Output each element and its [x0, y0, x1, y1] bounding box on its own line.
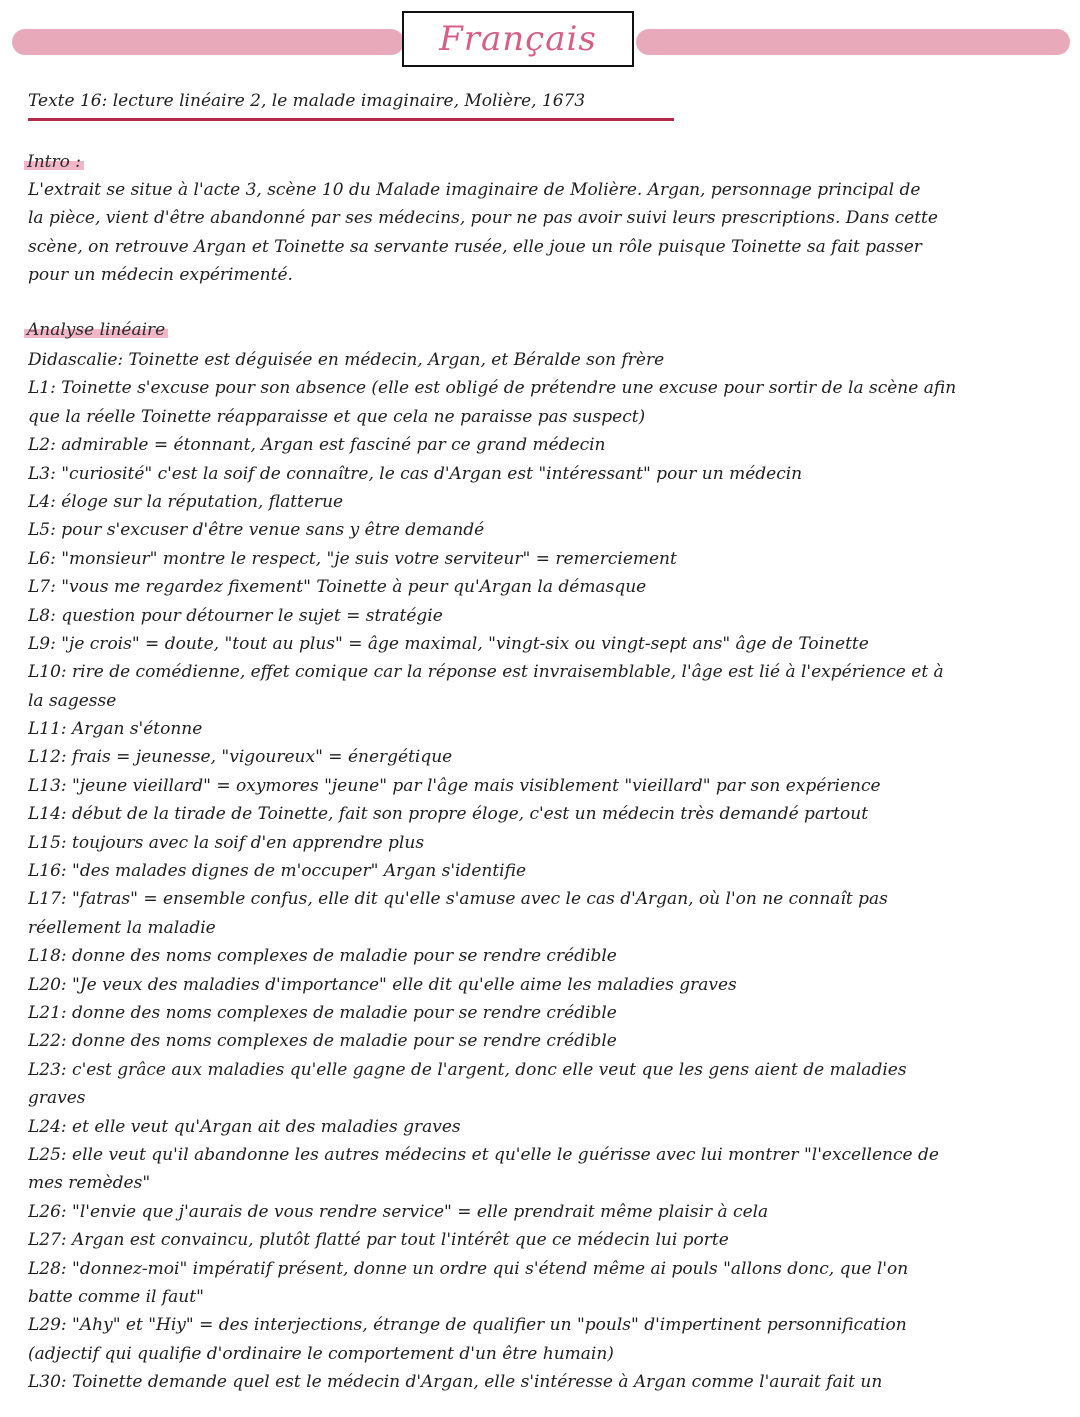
analyse-line: L9: "je crois" = doute, "tout au plus" = âge maximal, "vingt-six ou vingt-sept ans" âge de Toinette	[28, 633, 869, 654]
header-pill-right	[636, 29, 1070, 55]
intro-line: la pièce, vient d'être abandonné par ses médecins, pour ne pas avoir suivi leurs prescriptions. Dans cette	[28, 208, 938, 229]
analyse-line: L4: éloge sur la réputation, flatterue	[28, 491, 344, 512]
analyse-line: que la réelle Toinette réapparaisse et que cela ne paraisse pas suspect)	[28, 406, 646, 427]
analyse-line: L23: c'est grâce aux maladies qu'elle gagne de l'argent, donc elle veut que les gens aient de maladies	[28, 1059, 907, 1080]
analyse-line: L2: admirable = étonnant, Argan est fasciné par ce grand médecin	[28, 435, 606, 456]
analyse-line: L3: "curiosité" c'est la soif de connaître, le cas d'Argan est "intéressant" pour un médecin	[28, 463, 803, 484]
analyse-line: (adjectif qui qualifie d'ordinaire le comportement d'un être humain)	[28, 1343, 614, 1364]
analyse-line: L22: donne des noms complexes de maladie pour se rendre crédible	[28, 1031, 617, 1052]
intro-label: Intro :	[24, 152, 84, 172]
analyse-line: L16: "des malades dignes de m'occuper" Argan s'identifie	[28, 861, 527, 882]
intro-label-wrap	[24, 152, 84, 172]
analyse-line: L24: et elle veut qu'Argan ait des maladies graves	[28, 1116, 461, 1137]
analyse-line: L7: "vous me regardez fixement" Toinette à peur qu'Argan la démasque	[28, 577, 647, 598]
analyse-line: L12: frais = jeunesse, "vigoureux" = énergétique	[28, 747, 453, 768]
text-subtitle: Texte 16: lecture linéaire 2, le malade imaginaire, Molière, 1673	[28, 91, 586, 111]
analyse-list	[28, 346, 1058, 1396]
analyse-line: L6: "monsieur" montre le respect, "je suis votre serviteur" = remerciement	[28, 548, 677, 569]
analyse-line: L5: pour s'excuser d'être venue sans y être demandé	[28, 520, 485, 541]
subtitle-underline	[28, 118, 674, 121]
analyse-line: réellement la maladie	[28, 917, 216, 938]
analyse-line: L17: "fatras" = ensemble confus, elle dit qu'elle s'amuse avec le cas d'Argan, où l'on ne connaît pas	[28, 889, 888, 910]
analyse-line: L25: elle veut qu'il abandonne les autres médecins et qu'elle le guérisse avec lui montrer "l'excellence de	[28, 1144, 939, 1165]
analyse-line: L14: début de la tirade de Toinette, fait son propre éloge, c'est un médecin très demandé partout	[28, 804, 869, 825]
analyse-line: L8: question pour détourner le sujet = stratégie	[28, 605, 443, 626]
analyse-line: L15: toujours avec la soif d'en apprendre plus	[28, 832, 425, 853]
analyse-line: L11: Argan s'étonne	[28, 719, 203, 740]
analyse-line: graves	[28, 1088, 86, 1109]
analyse-line: L21: donne des noms complexes de maladie pour se rendre crédible	[28, 1002, 617, 1023]
analyse-line: L1: Toinette s'excuse pour son absence (elle est obligé de prétendre une excuse pour sortir de la scène afin	[28, 378, 957, 399]
header-pill-left	[12, 29, 404, 55]
analyse-label-wrap	[24, 320, 168, 340]
page-title-box	[402, 11, 634, 67]
analyse-line: L29: "Ahy" et "Hiy" = des interjections, étrange de qualifier un "pouls" d'impertinent personnification	[28, 1315, 907, 1336]
analyse-label: Analyse linéaire	[24, 320, 168, 340]
analyse-line: L27: Argan est convaincu, plutôt flatté par tout l'intérêt que ce médecin lui porte	[28, 1230, 729, 1251]
page-title: Français	[439, 19, 597, 59]
intro-line: scène, on retrouve Argan et Toinette sa servante rusée, elle joue un rôle puisque Toinette sa fait passer	[28, 236, 922, 257]
analyse-line: Didascalie: Toinette est déguisée en médecin, Argan, et Béralde son frère	[28, 350, 665, 370]
intro-paragraph	[28, 176, 1058, 290]
intro-line: pour un médecin expérimenté.	[28, 265, 293, 286]
analyse-line: L28: "donnez-moi" impératif présent, donne un ordre qui s'étend même ai pouls "allons donc, que l'on	[28, 1258, 909, 1279]
analyse-line: L30: Toinette demande quel est le médecin d'Argan, elle s'intéresse à Argan comme l'aurait fait un	[28, 1372, 883, 1393]
analyse-line: batte comme il faut"	[28, 1286, 204, 1307]
analyse-line: L26: "l'envie que j'aurais de vous rendre service" = elle prendrait même plaisir à cela	[28, 1201, 769, 1222]
analyse-line: mes remèdes"	[28, 1173, 151, 1194]
header-banner	[0, 0, 1080, 80]
intro-line: L'extrait se situe à l'acte 3, scène 10 du Malade imaginaire de Molière. Argan, personnage principal de	[28, 180, 921, 200]
analyse-line: la sagesse	[28, 690, 117, 711]
analyse-line: L18: donne des noms complexes de maladie pour se rendre crédible	[28, 946, 617, 967]
analyse-line: L10: rire de comédienne, effet comique car la réponse est invraisemblable, l'âge est lié à l'expérience et à	[28, 662, 944, 683]
analyse-line: L13: "jeune vieillard" = oxymores "jeune" par l'âge mais visiblement "vieillard" par son expérience	[28, 775, 881, 796]
analyse-line: L20: "Je veux des maladies d'importance" elle dit qu'elle aime les maladies graves	[28, 974, 737, 995]
